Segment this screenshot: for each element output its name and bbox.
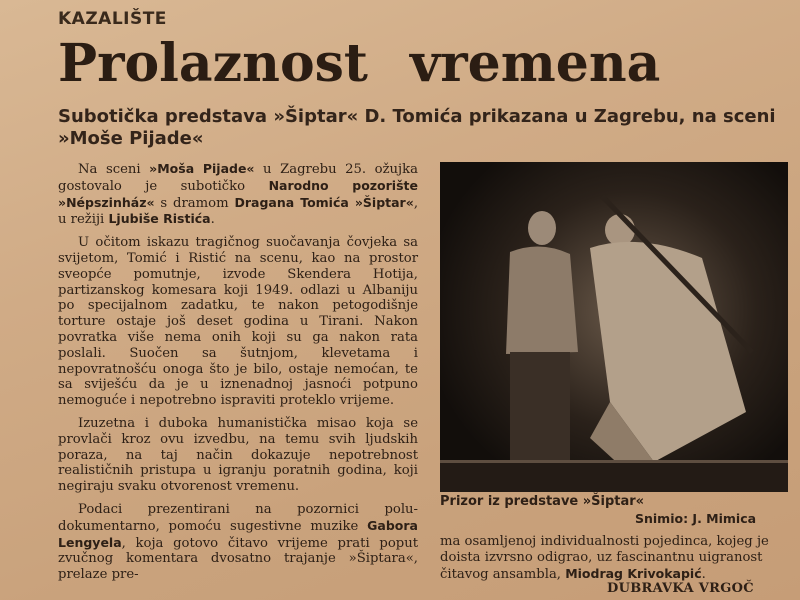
photo-credit: Snimio: J. Mimica: [635, 511, 757, 526]
subheadline: Subotička predstava »Šiptar« D. Tomića prikazana u Zagrebu, na sceni »Moše Pijade«: [58, 106, 776, 149]
emphasized-name: Miodrag Krivokapić: [565, 565, 702, 581]
article-paragraph: [58, 502, 418, 583]
text-run: , koja gotovo čitavo vrijeme prati poput zvučnog komentara dvosatno trajanje »Šiptara«, prelaze pre-: [58, 535, 418, 583]
text-run: , u režiji: [58, 195, 419, 228]
text-run: Na sceni: [78, 162, 150, 177]
text-run: ma osamljenoj individualnosti pojedinca, kojeg je doista izvrsno odigrao, uz fascinantnu uigranost čitavog ansambla,: [440, 534, 769, 582]
section-label: KAZALIŠTE: [58, 9, 167, 29]
text-run: .: [210, 212, 215, 228]
emphasized-name: Ljubiše Ristića: [108, 211, 211, 227]
article-paragraph: [58, 161, 418, 228]
article-body-column: [58, 161, 418, 583]
text-run: .: [701, 566, 706, 582]
article-paragraph: [58, 235, 418, 409]
article-photo: [440, 162, 788, 492]
emphasized-name: Narodno pozorište »Népszinház«: [58, 177, 418, 210]
text-run: U očitom iskazu tragičnog suočavanja čovjeka sa svijetom, Tomić i Ristić na scenu, kao na prostor sveopće pomutnje, izvode Skendera Hotija, partizanskog komesara koji 1949. odlazi u Albaniju po specijalnom zadatku, te nakon petogodišnje torture ostaje još deset godina u Tirani. Nakon povratka više nema onih koji su ga nakon rata poslali. Suočen sa šutnjom, klevetama i nepovratnošću onoga što je bilo, ostaje nemoćan, te sa sviješću da je u iznenadnoj jasnoći potpuno nemoguće i nepotrebno ispraviti proteklo vrijeme.: [58, 235, 418, 409]
emphasized-name: Gabora Lengyela: [58, 517, 418, 550]
text-run: Podaci prezentirani na pozornici polu-dokumentarno, pomoću sugestivne muzike: [58, 501, 418, 534]
author-byline: DUBRAVKA VRGOČ: [607, 581, 754, 596]
article-continuation: [440, 534, 792, 582]
article-paragraph: [58, 416, 418, 495]
text-run: u Zagrebu 25. ožujka gostovalo je subotičko: [58, 162, 418, 194]
emphasized-name: »Moša Pijade«: [149, 161, 255, 176]
photo-caption: Prizor iz predstave »Šiptar«: [440, 494, 645, 509]
text-run: Izuzetna i duboka humanistička misao koja se provlači kroz ovu izvedbu, na temu svih ljudskih poraza, na taj način dokazuje nepotrebnost realističnih pristupa u igranju poratnih godina, koji negiraju svaku otvorenost vremenu.: [58, 415, 418, 495]
text-run: s dramom: [154, 195, 235, 211]
headline: Prolaznost vremena: [58, 33, 661, 94]
stage-scene-image: [440, 162, 788, 492]
emphasized-name: Dragana Tomića »Šiptar«: [234, 194, 414, 210]
